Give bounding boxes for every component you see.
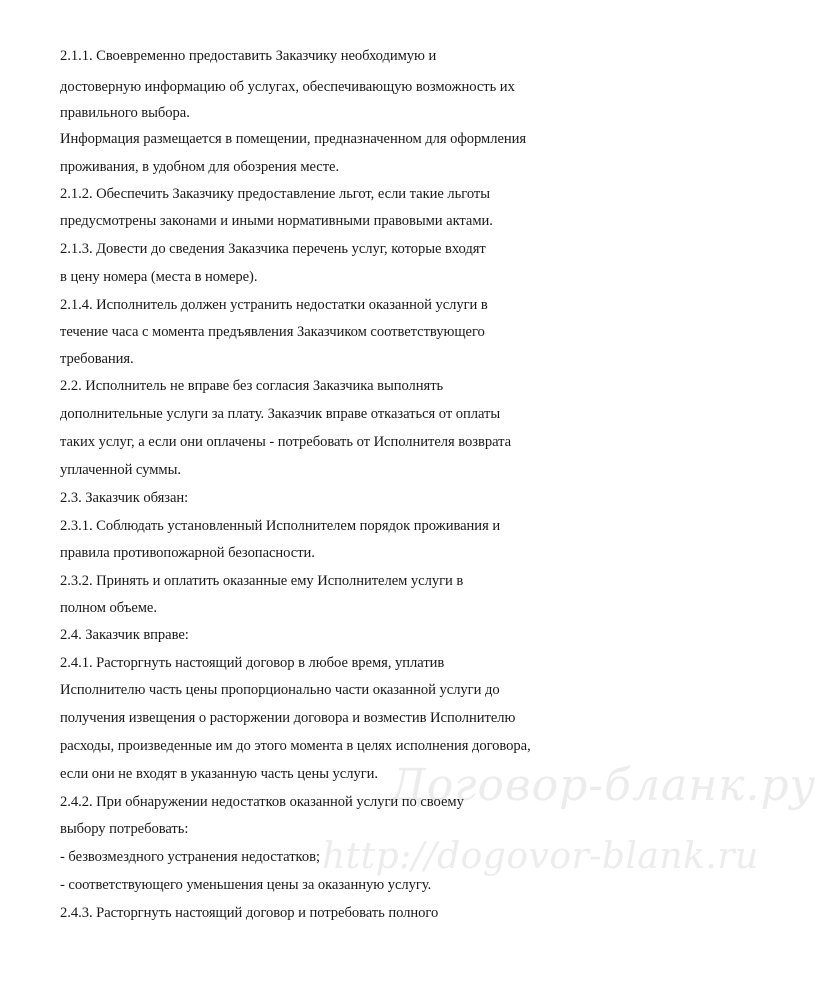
- text-line: - соответствующего уменьшения цены за оказанную услугу.: [60, 877, 432, 893]
- text-line: - безвозмездного устранения недостатков;: [60, 849, 320, 865]
- text-line: полном объеме.: [60, 600, 157, 616]
- text-line: 2.1.3. Довести до сведения Заказчика перечень услуг, которые входят: [60, 241, 486, 257]
- text-line: в цену номера (места в номере).: [60, 269, 258, 285]
- watermark-brand: Договор-бланк.ру: [390, 760, 816, 811]
- text-line: 2.4.3. Расторгнуть настоящий договор и потребовать полного: [60, 905, 439, 921]
- text-line: 2.4.1. Расторгнуть настоящий договор в любое время, уплатив: [60, 655, 445, 671]
- text-line: предусмотрены законами и иными нормативными правовыми актами.: [60, 213, 493, 229]
- text-line: если они не входят в указанную часть цены услуги.: [60, 766, 378, 782]
- text-line: 2.2. Исполнитель не вправе без согласия Заказчика выполнять: [60, 378, 444, 394]
- text-line: 2.4.2. При обнаружении недостатков оказанной услуги по своему: [60, 794, 464, 810]
- text-line: 2.3.2. Принять и оплатить оказанные ему Исполнителем услуги в: [60, 573, 464, 589]
- text-line: требования.: [60, 351, 134, 367]
- text-line: правила противопожарной безопасности.: [60, 545, 315, 561]
- text-line: проживания, в удобном для обозрения месте.: [60, 159, 340, 175]
- text-line: выбору потребовать:: [60, 821, 189, 837]
- text-line: расходы, произведенные им до этого момента в целях исполнения договора,: [60, 738, 531, 754]
- text-line: 2.4. Заказчик вправе:: [60, 627, 189, 643]
- text-line: 2.3. Заказчик обязан:: [60, 490, 189, 506]
- text-line: 2.3.1. Соблюдать установленный Исполнителем порядок проживания и: [60, 518, 501, 534]
- text-line: 2.1.2. Обеспечить Заказчику предоставление льгот, если такие льготы: [60, 186, 490, 202]
- text-line: таких услуг, а если они оплачены - потребовать от Исполнителя возврата: [60, 434, 512, 450]
- text-line: 2.1.1. Своевременно предоставить Заказчику необходимую и: [60, 48, 437, 64]
- text-line: Информация размещается в помещении, предназначенном для оформления: [60, 131, 527, 147]
- text-line: достоверную информацию об услугах, обеспечивающую возможность их: [60, 79, 515, 95]
- text-line: Исполнителю часть цены пропорционально части оказанной услуги до: [60, 682, 500, 698]
- text-line: уплаченной суммы.: [60, 462, 181, 478]
- text-line: получения извещения о расторжении договора и возместив Исполнителю: [60, 710, 516, 726]
- text-line: 2.1.4. Исполнитель должен устранить недостатки оказанной услуги в: [60, 297, 488, 313]
- watermark-url: http://dogovor-blank.ru: [322, 836, 759, 877]
- text-line: течение часа с момента предъявления Заказчиком соответствующего: [60, 324, 485, 340]
- text-line: дополнительные услуги за плату. Заказчик вправе отказаться от оплаты: [60, 406, 501, 422]
- text-line: правильного выбора.: [60, 105, 190, 121]
